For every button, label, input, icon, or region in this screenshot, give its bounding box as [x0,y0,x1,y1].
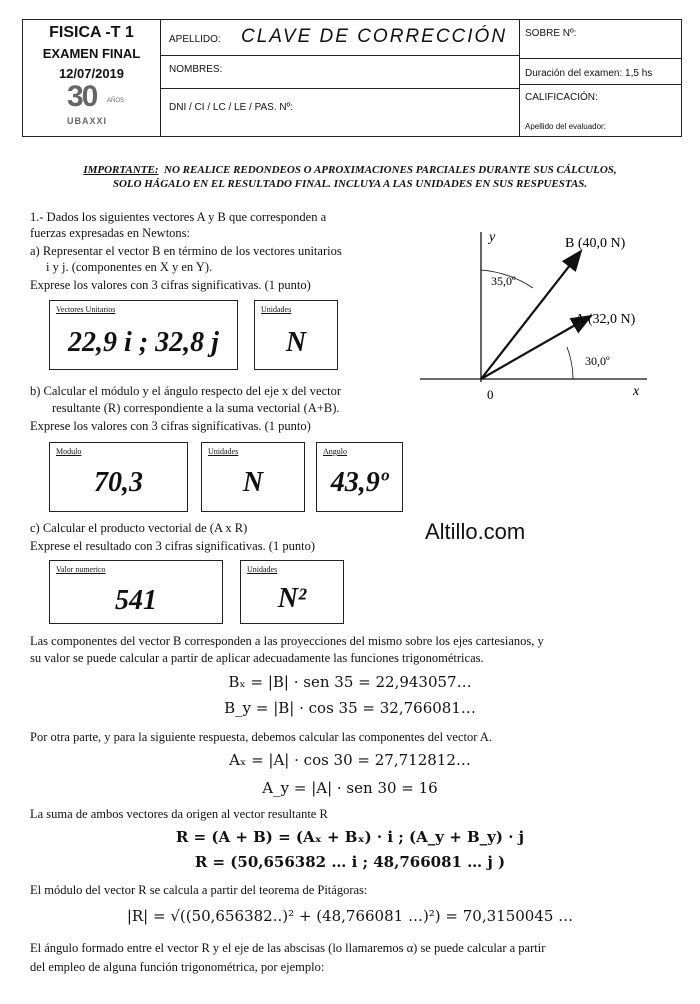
explanation-p5b: del empleo de alguna función trigonométrica, por ejemplo: [30,960,325,974]
explanation-p5a: El ángulo formado entre el vector R y el eje de las abscisas (lo llamaremos α) se puede calcular a partir [30,941,546,955]
angle-a-arc [567,347,573,379]
vector-a-label: A (32,0 N) [575,312,636,327]
vector-b-label: B (40,0 N) [565,236,626,251]
valor-numerico-label: Valor numerico [56,565,106,574]
valor-numerico-value: 541 [115,585,157,616]
q1-c-1: c) Calcular el producto vectorial de (A x R) [30,521,248,535]
evaluador-label: Apellido del evaluador: [525,122,606,131]
exam-title: EXAMEN FINAL [42,46,141,61]
units-c-value: N² [277,583,307,614]
course-title: FISICA -T 1 [49,24,134,41]
equation-bx: Bₓ = |B| · sen 35 = 22,943057… [228,673,472,691]
vector-diagram [415,222,685,402]
explanation-p4: El módulo del vector R se calcula a partir del teorema de Pitágoras: [30,883,368,897]
q1-a-1: a) Representar el vector B en término de los vectores unitarios [30,244,342,258]
unit-vectors-box [49,300,238,370]
equation-r1: R = (A + B) = (Aₓ + Bₓ) · i ; (A_y + B_y) · j [175,828,525,846]
units-c-label: Unidades [247,565,278,574]
y-axis-label: y [489,230,496,245]
q1-c-2: Exprese el resultado con 3 cifras significativas. (1 punto) [30,539,315,553]
angulo-label: Angulo [323,447,347,456]
modulo-label: Modulo [56,447,82,456]
explanation-p1b: su valor se puede calcular a partir de aplicar adecuadamente las funciones trigonométricas. [30,651,484,665]
watermark-text: Altillo.com [425,519,526,544]
nombres-label: NOMBRES: [169,64,223,75]
units-a-box [254,300,338,370]
equation-ay: A_y = |A| · sen 30 = 16 [262,779,438,797]
unit-vectors-label: Vectores Unitarios [56,305,116,314]
equation-modulus: |R| = √((50,656382..)² + (48,766081 …)²) = 70,3150045 … [126,907,574,925]
units-b-label: Unidades [208,447,239,456]
angulo-box [316,442,403,512]
units-b-value: N [242,467,264,498]
angle-b-label: 35,0º [491,274,516,288]
duracion-label: Duración del examen: 1,5 hs [525,68,653,79]
q1-b-2: resultante (R) correspondiente a la suma vectorial (A+B). [52,401,340,415]
units-a-value: N [285,327,307,358]
q1-intro-1: 1.- Dados los siguientes vectores A y B que corresponden a [30,210,327,224]
explanation-p1a: Las componentes del vector B corresponden a las proyecciones del mismo sobre los ejes cartesianos, y [30,634,544,648]
dni-label: DNI / CI / LC / LE / PAS. Nº: [169,102,294,113]
apellido-value: CLAVE DE CORRECCIÓN [241,26,508,47]
header-table [22,19,682,137]
explanation-p3: La suma de ambos vectores da origen al vector resultante R [30,807,328,821]
units-c-box [240,560,344,624]
important-notice: IMPORTANTE: NO REALICE REDONDEOS O APROXIMACIONES PARCIALES DURANTE SUS CÁLCULOS, SOLO HÁGALO EN EL RESULTADO FINAL. INCLUYA A LAS UNIDADES EN SUS RESPUESTAS. [83,164,617,190]
units-a-label: Unidades [261,305,292,314]
unit-vectors-value: 22,9 i ; 32,8 j [68,327,219,358]
q1-a-2: i y j. (componentes en X y en Y). [46,260,213,274]
q1-intro-2: fuerzas expresadas en Newtons: [30,226,191,240]
angle-a-label: 30,0º [585,354,610,368]
units-b-box [201,442,305,512]
angulo-value: 43,9º [330,467,389,498]
modulo-box [49,442,188,512]
q1-b-1: b) Calcular el módulo y el ángulo respecto del eje x del vector [30,384,341,398]
modulo-value: 70,3 [94,467,143,498]
valor-numerico-box [49,560,223,624]
explanation-p2: Por otra parte, y para la siguiente respuesta, debemos calcular las componentes del vector A. [30,730,492,744]
exam-date: 12/07/2019 [58,66,125,81]
equation-by: B_y = |B| · cos 35 = 32,766081… [224,699,476,717]
q1-a-3: Exprese los valores con 3 cifras significativas. (1 punto) [30,278,311,292]
equation-ax: Aₓ = |A| · cos 30 = 27,712812… [229,751,471,769]
q1-b-3: Exprese los valores con 3 cifras significativas. (1 punto) [30,419,311,433]
apellido-label: APELLIDO: [169,34,221,45]
equation-r2: R = (50,656382 … i ; 48,766081 … j ) [194,853,506,871]
sobre-label: SOBRE Nº: [525,28,577,39]
x-axis-label: x [633,384,640,399]
origin-label: 0 [487,387,494,402]
calificacion-label: CALIFICACIÓN: [525,92,598,103]
ubaxxi-logo: 30 AÑOS UBAXXI [67,80,125,126]
vector-b-arrow [481,251,581,379]
